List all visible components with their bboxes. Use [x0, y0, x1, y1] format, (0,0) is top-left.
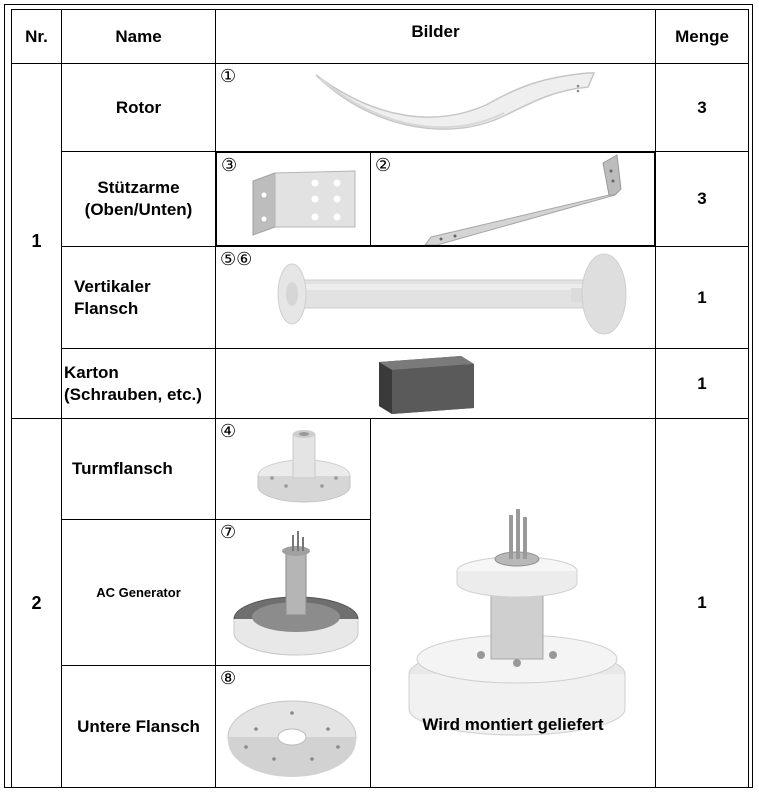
quantity-group-2: 1 — [656, 419, 749, 788]
part-name-ac-generator: AC Generator — [62, 520, 216, 666]
header-quantity: Menge — [656, 10, 749, 64]
header-nr: Nr. — [12, 10, 62, 64]
part-name-vertical-flange — [62, 247, 216, 349]
quantity-vertical-flange: 1 — [656, 247, 749, 349]
part-name-lower-flange: Untere Flansch — [62, 666, 216, 788]
ac-generator-icon — [216, 521, 369, 665]
part-name-rotor: Rotor — [62, 64, 216, 152]
image-cell-rotor — [216, 64, 656, 152]
parts-table — [11, 9, 749, 788]
tower-flange-icon — [216, 420, 369, 519]
quantity-support-arms: 3 — [656, 152, 749, 247]
support-arm-icon — [217, 153, 369, 245]
header-images: Bilder — [216, 10, 656, 64]
part-name-line: Flansch — [74, 298, 139, 318]
table-row — [12, 247, 749, 349]
carton-box-icon — [216, 350, 656, 418]
item-marker: ⑤⑥ — [220, 249, 253, 270]
image-cell-support-arms — [216, 152, 656, 247]
image-cell-vertical-flange — [216, 247, 656, 349]
image-cell-tower-flange — [216, 419, 371, 520]
image-cell-carton — [216, 349, 656, 419]
table-row — [12, 349, 749, 419]
assembled-unit-icon — [371, 459, 656, 759]
assembled-caption: Wird montiert geliefert — [422, 715, 604, 734]
item-marker: ② — [375, 155, 392, 176]
group-number: 1 — [12, 64, 62, 419]
image-cell-ac-generator — [216, 520, 371, 666]
table-row — [12, 64, 749, 152]
quantity-carton: 1 — [656, 349, 749, 419]
part-name-line: (Oben/Unten) — [84, 200, 193, 219]
rotor-blade-icon — [216, 65, 656, 151]
part-name-line: Vertikaler — [74, 276, 151, 296]
item-marker: ⑧ — [220, 668, 237, 689]
part-name-line: Karton — [64, 362, 119, 382]
header-name: Name — [62, 10, 216, 64]
lower-flange-icon — [216, 667, 369, 787]
header-row — [12, 10, 749, 64]
group-number: 2 — [12, 419, 62, 788]
item-marker: ⑦ — [220, 522, 237, 543]
part-name-carton — [62, 349, 216, 419]
vertical-flange-icon — [216, 248, 656, 348]
part-name-tower-flange: Turmflansch — [62, 419, 216, 520]
part-name-line: Stützarme — [97, 178, 180, 197]
part-name-line: (Schrauben, etc.) — [64, 384, 202, 404]
table-row — [12, 419, 749, 520]
image-cell-lower-flange — [216, 666, 371, 788]
table-row — [12, 152, 749, 247]
item-marker: ③ — [221, 155, 238, 176]
part-name-support-arms — [62, 152, 216, 247]
item-marker: ① — [220, 66, 237, 87]
item-marker: ④ — [220, 421, 237, 442]
quantity-rotor: 3 — [656, 64, 749, 152]
image-cell-assembled — [371, 419, 656, 788]
support-arm-icon — [371, 153, 651, 245]
